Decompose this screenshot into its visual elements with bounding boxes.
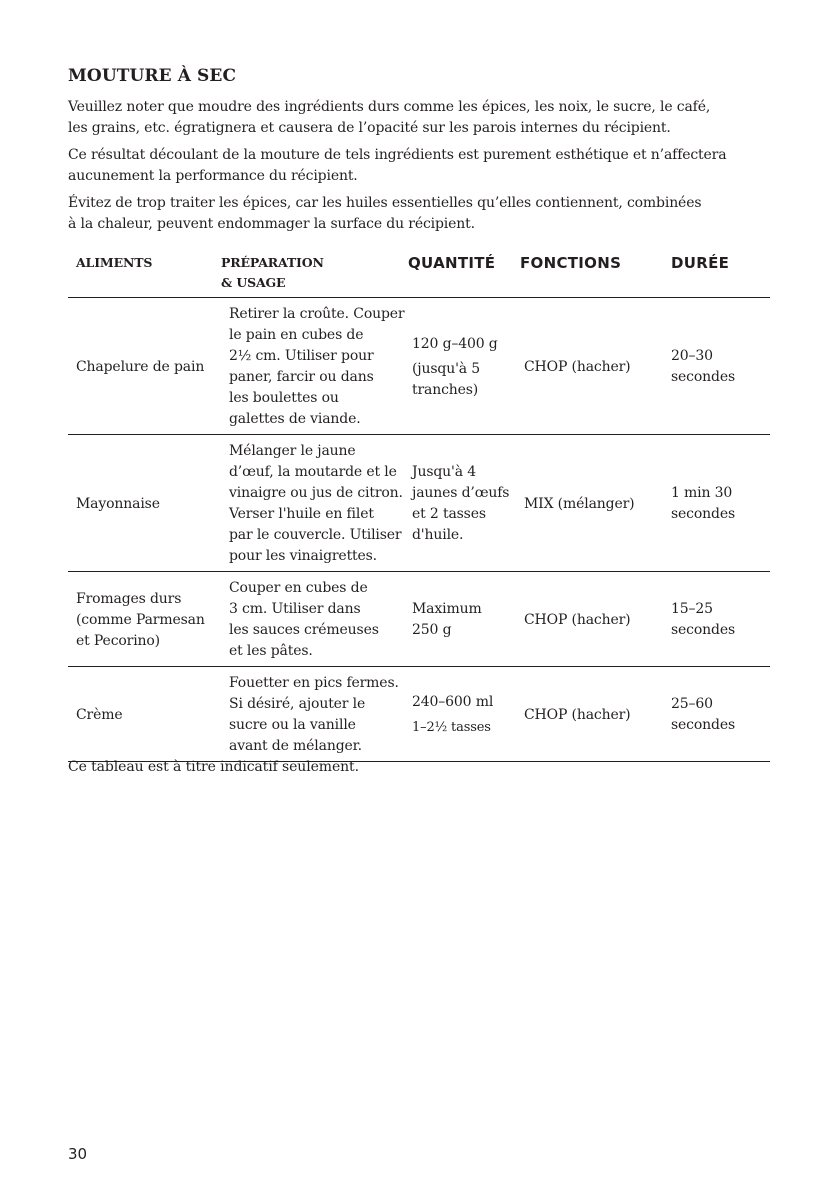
cell-fonction: CHOP (hacher) [516, 667, 663, 762]
cell-line: d'huile. [412, 527, 464, 543]
cell-duree [663, 298, 770, 435]
grinding-guide-table [68, 249, 770, 762]
cell-aliment [68, 572, 221, 667]
cell-line: 240–600 ml [412, 694, 494, 710]
cell-line: jaunes d’œufs [412, 485, 510, 501]
table-row [68, 572, 770, 667]
header-preparation-line: PRÉPARATION [221, 255, 324, 270]
cell-preparation [221, 572, 404, 667]
cell-line: par le couvercle. Utiliser [229, 527, 402, 543]
paragraph-line: Veuillez noter que moudre des ingrédients durs comme les épices, les noix, le sucre, le café, [68, 99, 711, 115]
cell-line: Mayonnaise [76, 495, 160, 512]
cell-preparation [221, 435, 404, 572]
cell-fonction: CHOP (hacher) [516, 572, 663, 667]
paragraph-line: Ce résultat découlant de la mouture de tels ingrédients est purement esthétique et n’affectera [68, 147, 727, 163]
paragraph-line: les grains, etc. égratignera et causera de l’opacité sur les parois internes du récipient. [68, 120, 671, 136]
cell-line: secondes [671, 717, 735, 733]
cell-line: 1–2½ tasses [412, 720, 491, 735]
cell-preparation [221, 298, 404, 435]
intro-paragraph-2 [68, 145, 758, 187]
header-preparation [221, 249, 404, 298]
cell-duree [663, 572, 770, 667]
cell-line: le pain en cubes de [229, 327, 364, 343]
cell-fonction: MIX (mélanger) [516, 435, 663, 572]
paragraph-line: aucunement la performance du récipient. [68, 168, 358, 184]
cell-line: et 2 tasses [412, 506, 486, 522]
cell-line: 2½ cm. Utiliser pour [229, 348, 374, 364]
cell-line: (jusqu'à 5 [412, 360, 481, 377]
cell-preparation [221, 667, 404, 762]
header-aliments: ALIMENTS [68, 249, 221, 298]
cell-line: pour les vinaigrettes. [229, 548, 377, 564]
cell-line: Fouetter en pics fermes. [229, 675, 399, 691]
cell-line: 25–60 [671, 696, 713, 712]
paragraph-line: Évitez de trop traiter les épices, car les huiles essentielles qu’elles contiennent, combinées [68, 195, 702, 211]
cell-line: 15–25 [671, 601, 713, 617]
page-number: 30 [68, 1145, 88, 1163]
cell-quantite [404, 572, 516, 667]
cell-line: paner, farcir ou dans [229, 369, 374, 385]
cell-line: (comme Parmesan [76, 611, 205, 628]
cell-line: 3 cm. Utiliser dans [229, 601, 361, 617]
header-fonctions: FONCTIONS [516, 249, 663, 298]
cell-line: galettes de viande. [229, 411, 361, 427]
cell-line: Si désiré, ajouter le [229, 696, 366, 712]
cell-aliment [68, 435, 221, 572]
cell-line: Verser l'huile en filet [229, 506, 374, 522]
cell-quantite [404, 667, 516, 762]
cell-line: secondes [671, 506, 735, 522]
cell-line: Jusqu'à 4 [412, 464, 476, 480]
table-row [68, 298, 770, 435]
cell-line: Retirer la croûte. Couper [229, 306, 405, 322]
section-title: MOUTURE À SEC [68, 66, 237, 86]
cell-line: avant de mélanger. [229, 738, 362, 754]
cell-line: sucre ou la vanille [229, 717, 356, 733]
cell-line: 20–30 [671, 348, 713, 364]
cell-line: vinaigre ou jus de citron. [229, 485, 403, 501]
cell-line: secondes [671, 622, 735, 638]
cell-line: d’œuf, la moutarde et le [229, 464, 397, 480]
cell-line: et les pâtes. [229, 643, 313, 659]
cell-aliment [68, 298, 221, 435]
header-duree: DURÉE [663, 249, 770, 298]
paragraph-line: à la chaleur, peuvent endommager la surface du récipient. [68, 216, 475, 232]
cell-line: et Pecorino) [76, 632, 160, 649]
cell-line: Fromages durs [76, 590, 182, 607]
cell-line: Mélanger le jaune [229, 443, 356, 459]
cell-line: Chapelure de pain [76, 358, 205, 375]
table-row [68, 667, 770, 762]
intro-paragraph-1 [68, 97, 758, 139]
cell-line: 120 g–400 g [412, 335, 498, 352]
cell-fonction: CHOP (hacher) [516, 298, 663, 435]
cell-line: 250 g [412, 622, 452, 638]
cell-line: tranches) [412, 381, 479, 398]
cell-line: Crème [76, 706, 123, 723]
cell-aliment [68, 667, 221, 762]
table-footnote: Ce tableau est à titre indicatif seulement. [68, 759, 359, 775]
cell-line: Couper en cubes de [229, 580, 368, 596]
cell-line: 1 min 30 [671, 485, 733, 501]
cell-line: les sauces crémeuses [229, 622, 379, 638]
header-quantite: QUANTITÉ [404, 249, 516, 298]
cell-quantite [404, 435, 516, 572]
header-preparation-line: & USAGE [221, 275, 286, 290]
cell-line: Maximum [412, 601, 482, 617]
table-header-row [68, 249, 770, 298]
cell-quantite [404, 298, 516, 435]
cell-duree [663, 435, 770, 572]
cell-line: les boulettes ou [229, 390, 339, 406]
cell-line: secondes [671, 369, 735, 385]
table-row [68, 435, 770, 572]
intro-paragraph-3 [68, 193, 758, 235]
cell-duree [663, 667, 770, 762]
